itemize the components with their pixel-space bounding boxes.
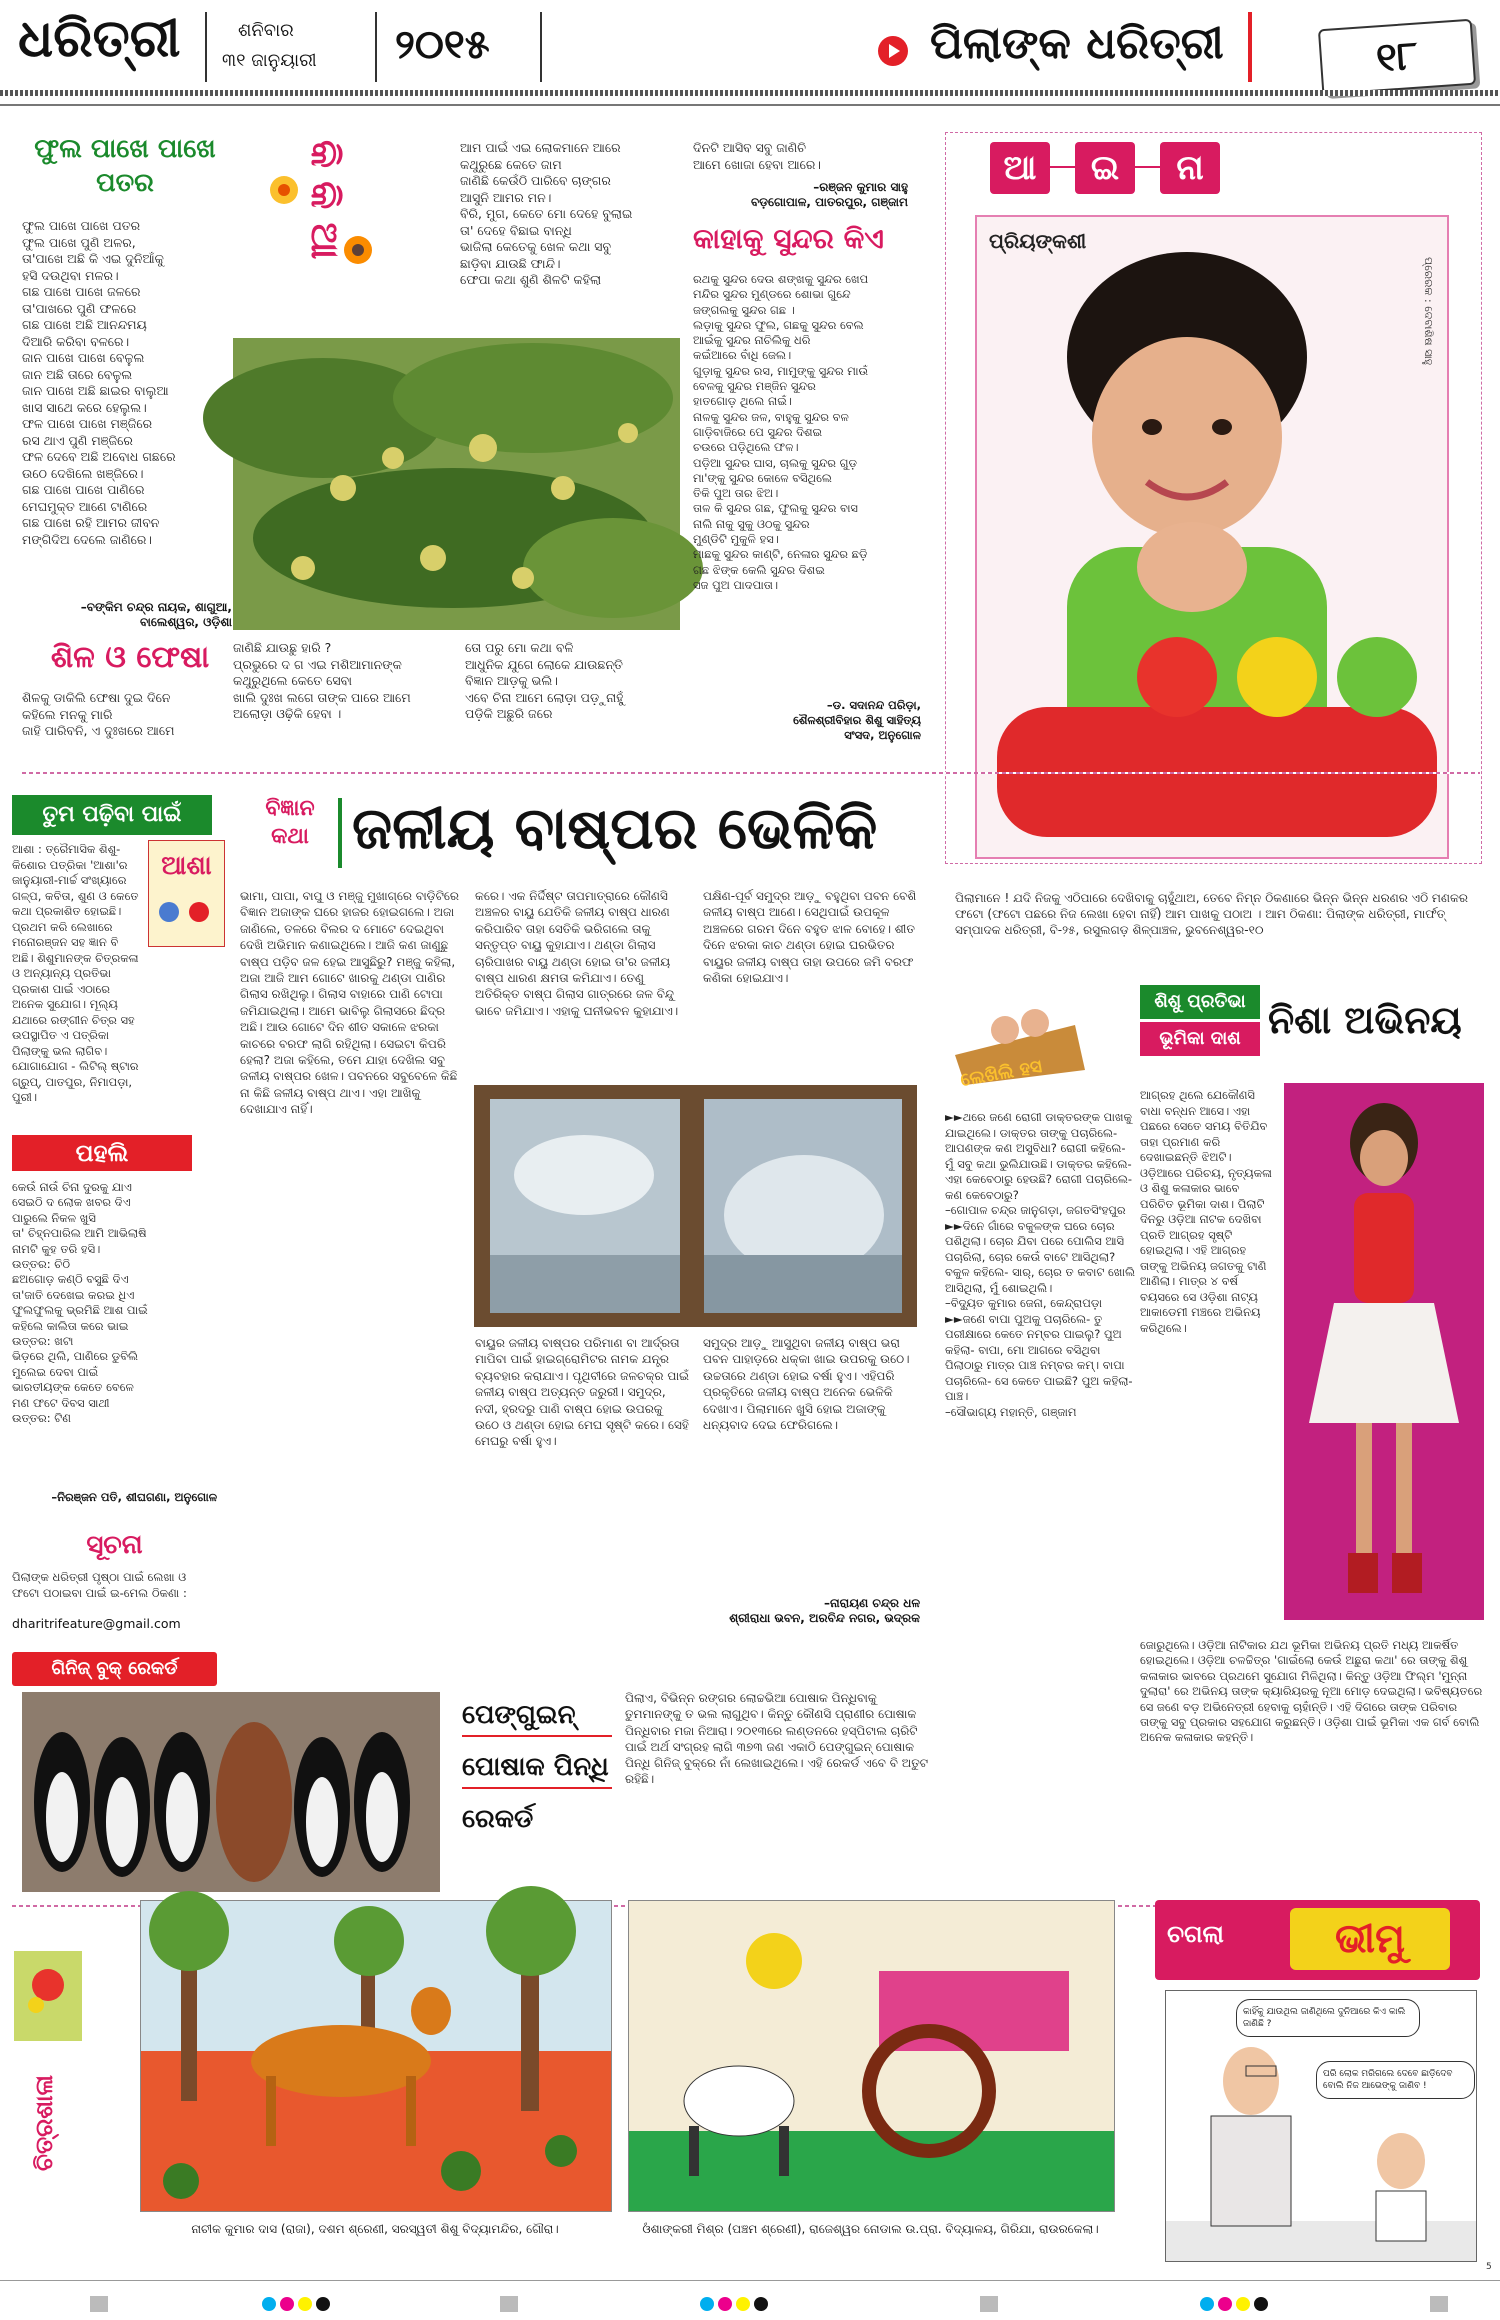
science-kicker: ବିଜ୍ଞାନ କଥା xyxy=(265,796,315,849)
poem2-col-c: ତୋ ପରୁ ମୋ କଥା ବଳି ଆଧୁନିକ ଯୁଗେ ଲୋକେ ଯାଉଛନ୍ତି ବିଜ୍ଞାନ ଆଡ଼କୁ ଭଲି। ଏବେ ଚିନା ଆମେ ଲୋଡ଼ା ପଡ଼ୁନାହୁଁ ପଡ଼ିକି ଅଛୁରି ଜରେ xyxy=(465,640,624,721)
palette-icon xyxy=(8,1945,88,2055)
jokes-logo-text: ଲେଖିଲି ହସ xyxy=(958,1056,1044,1091)
actress-photo xyxy=(1284,1083,1484,1620)
play-icon xyxy=(878,36,908,66)
guinness-header: ଗିନିଜ୍ ବୁକ୍ ରେକର୍ଡ xyxy=(12,1652,217,1686)
guinness-body: ପିଲାଏ, ବିଭିନ୍ନ ରଙ୍ଗର ଲୋଚ୍ଚଭିଆ ପୋଷାକ ପିନ୍ଧିବାକୁ ତୁମମାନଙ୍କୁ ତ ଭଲ ଲାଗୁଥିବ। କିନ୍ତୁ କୌଣସି ପ୍ରାଣୀର ପୋଷାକ ପିନ୍ଧିବାର ମଜା ନିଆରା। ୨୦୧୩ରେ ଲଣ୍ଡନରେ ହସ୍ପିଟାଲ ଚାରିଟି ପାଇଁ ଅର୍ଥ ସଂଗ୍ରହ ଲାଗି ୩୭୩ ଜଣ ଏକାଠି ପେଙ୍ଗୁଇନ୍ ପୋଷାକ ପିନ୍ଧି ଗିନିଜ୍ ବୁକ୍ରେ ନାଁ ଲେଖାଇଥିଲେ। ଏହି ରେକର୍ଡ ଏବେ ବି ଅତୁଟ ରହିଛି। xyxy=(625,1691,929,1787)
penguin-costume-photo xyxy=(22,1692,440,1892)
masthead-day: ଶନିବାର xyxy=(238,20,294,41)
guinness-title-2: ପୋଷାକ ପିନ୍ଧି xyxy=(462,1752,612,1789)
footer-page-mark: 5 xyxy=(1486,2262,1492,2272)
riddles-header: ପହଲି xyxy=(12,1135,192,1171)
poem2-col-b: ଜାଣିଛି ଯାଉଛୁ ହାରି ? ପ୍ରଭୁରେ ଦ ଗ ଏଇ ମଶିଆମାନଙ୍କ କଥୁରୁଥିଲେ କେତେ ସେବା ଖାଲି ଦୁଃଖ ଲଗେ ତାଙ୍କ ପାରେ ଆମେ ଅଲୋଡ଼ା ଓଢ଼ିକି ହେବା । xyxy=(233,640,411,721)
comic-header xyxy=(1155,1900,1480,1980)
art-logo-text: ଚିତ୍ରଶାଳା xyxy=(30,2075,58,2172)
beauty-poem-body: ରଥକୁ ସୁନ୍ଦର ଦେଉ ଶଙ୍ଖକୁ ସୁନ୍ଦର ଖେପ ମନ୍ଦିର ସୁନ୍ଦର ମୁଣ୍ଡରେ ଶୋଭା ଗୁନ୍ଦେ ଜଙ୍ଗଲକୁ ସୁନ୍ଦର ଗଛ । ଲଡ଼ାକୁ ସୁନ୍ଦର ଫୁଲ, ଗଛକୁ ସୁନ୍ଦର ବେଲ ଆଇଁକୁ ସୁନ୍ଦର ନାଚିଲିକୁ ଧରି କଇଁଆରେ ବାଁଧି ଜେଲ। ଗୁଡ଼ାକୁ ସୁନ୍ଦର ରସ, ମାମୁଙ୍କୁ ସୁନ୍ଦର ମାଉଁ ବେଳକୁ ସୁନ୍ଦର ମଞ୍ଜିନ ସୁନ୍ଦର ହାତଗୋଡ଼ ଥିଲେ ନାଇଁ। ନାଳକୁ ସୁନ୍ଦର ଜଳ, ବାହୁକୁ ସୁନ୍ଦର ବଳ ଗାଡ଼ିବାଜିରେ ପେ ସୁନ୍ଦର ଦିଶଇ ଚଉରେ ପଡ଼ିଥିଲେ ଫଳ। ପଡ଼ିଆ ସୁନ୍ଦର ଘାସ, ଚାଲକୁ ସୁନ୍ଦର ଗୁଡ଼ ମା'ଙ୍କୁ ସୁନ୍ଦର କୋଳେ ବସିଥିଲେ ତିକି ପୁଅ ତାର ଝିଅ। ତାଳ କି ସୁନ୍ଦର ଗଛ, ଫୁଲକୁ ସୁନ୍ଦର ବାସ ନାଲି ନାକୁ ସୁକୁ ଓଠକୁ ସୁନ୍ଦର ମୁଣ୍ଡିଟି ମୁକୁଳି ହସ। ମାଛକୁ ସୁନ୍ଦର କାଣ୍ଟି, ନେଳାର ସୁନ୍ଦର ଛଡ଼ି ଗଛ ଝିଙ୍କ କେଲି ସୁନ୍ଦର ଦିଶଇ ସଜ ପୁଅ ପାଦପାତା। xyxy=(693,272,869,592)
photo-contest-caption: ପିଲାମାନେ ! ଯଦି ନିଜକୁ ଏଠିପାରେ ଦେଖିବାକୁ ଚାହୁଁଥାଅ, ତେବେ ନିମ୍ନ ଠିକଣାରେ ଭିନ୍ନ ଭିନ୍ନ ଧରଣର ଏଠି ମଣକର ଫଟୋ (ଫଟୋ ପଛରେ ନିଜ ଲେଖା ହେବା ନାହିଁ) ଆମ ପାଖକୁ ପଠାଅ । ଆମ ଠିକଣା: ପିଲାଙ୍କ ଧରିତ୍ରୀ, ମାର୍ଫତ୍ ସମ୍ପାଦକ ଧରିତ୍ରୀ, ବି-୨୫, ରସୁଲଗଡ଼ ଶିଳ୍ପାଞ୍ଚଳ, ଭୁବନେଶ୍ୱର-୧୦ xyxy=(955,891,1468,937)
science-col2: କରେ। ଏକ ନିର୍ଦ୍ଦିଷ୍ଟ ତାପମାତ୍ରାରେ କୌଣସି ଅଞ୍ଚଳର ବାୟୁ ଯେତିକି ଜଳୀୟ ବାଷ୍ପ ଧାରଣ କରିପାରିବ ତାହା ସେତିକି ଭରିଗଲେ ତାକୁ ସନ୍ତୃପ୍ତ ବାୟୁ କୁହାଯାଏ। ଥଣ୍ଡା ଗିଲାସ ଚାରିପାଖର ବାୟୁ ଥଣ୍ଡା ହୋଇ ତା'ର ଜଳୀୟ ବାଷ୍ପ ଧାରଣ କ୍ଷମତା କମିଯାଏ। ତେଣୁ ଅତିରିକ୍ତ ବାଷ୍ପ ଗିଲାସ ଗାତ୍ରରେ ଜଳ ବିନ୍ଦୁ ଭାବେ ଜମିଯାଏ। ଏହାକୁ ଘନୀଭବନ କୁହାଯାଏ। xyxy=(475,889,679,1018)
notice-body: ପିଲାଙ୍କ ଧରିତ୍ରୀ ପୃଷ୍ଠା ପାଇଁ ଲେଖା ଓ ଫଟୋ ପଠାଇବା ପାଇଁ ଇ-ମେଲ ଠିକଣା : xyxy=(12,1570,187,1600)
art-caption-2: ଓଁଶାଙ୍କରୀ ମିଶ୍ର (ପଞ୍ଚମ ଶ୍ରେଣୀ), ରାଜେଶ୍ୱର ନୋଡାଲ ଉ.ପ୍ରା. ବିଦ୍ୟାଳୟ, ଗିରିଯା, ରାଉରକେଲା। xyxy=(642,2222,1099,2236)
art-caption-1: ନାଚୀକ କୁମାର ଦାସ (ରାଜା), ଦଶମ ଶ୍ରେଣୀ, ସରସ୍ୱତୀ ଶିଶୁ ବିଦ୍ୟାମନ୍ଦିର, ଗୌରା। xyxy=(191,2222,559,2236)
science-col3: ପକ୍ଷିଣ-ପୂର୍ବ ସମୁଦ୍ର ଆଡ଼ୁ ବହୁଥିବା ପବନ ବେଶି ଜଳୀୟ ବାଷ୍ପ ଆଣେ। ସେଥିପାଇଁ ଉପକୂଳ ଅଞ୍ଚଳରେ ଗରମ ଦିନେ ବହୁତ ଝାଳ ବୋହେ। ଶୀତ ଦିନେ ଝରକା କାଚ ଥଣ୍ଡା ହୋଇ ଘରଭିତର ବାୟୁର ଜଳୀୟ ବାଷ୍ପ ତାହା ଉପରେ ଜମି ବରଫ କଣିକା ହୋଇଯାଏ। xyxy=(703,889,917,986)
talent-col1: ଆଗ୍ରହ ଥିଲେ ଯେକୌଣସି ବାଧା ବନ୍ଧନ ଆସେ। ଏହା ପଛରେ ସେତେ ସମୟ ବିତିଯିବ ତାହା ପ୍ରମାଣ କରି ଦେଖାଇଛନ୍ତି ଝିଅଟି। ଓଡ଼ିଆରେ ପରିଚୟ, ନୃତ୍ୟକଳା ଓ ଶିଶୁ କଳାକାର ଭାବେ ପରିଚିତ ଭୂମିକା ଦାଶ। ପିଲାଟି ଦିନରୁ ଓଡ଼ିଆ ନାଟକ ଦେଖିବା ପ୍ରତି ଆଗ୍ରହ ସୃଷ୍ଟି ହୋଇଥିଲା। ଏହି ଆଗ୍ରହ ତାଙ୍କୁ ଅଭିନୟ ଜଗତକୁ ଟାଣି ଆଣିଲା। ମାତ୍ର ୪ ବର୍ଷ ବୟସରେ ସେ ଓଡ଼ିଶା ନାଟ୍ୟ ଆକାଡେମୀ ମଞ୍ଚରେ ଅଭିନୟ କରିଥିଲେ। xyxy=(1140,1088,1272,1335)
comic-logo-a: ଚଗଲା xyxy=(1167,1920,1224,1948)
comic-logo-b: ଭୀମୁ xyxy=(1290,1908,1450,1970)
notice-header: ସୂଚନା xyxy=(86,1530,143,1560)
poem1-byline: –ବଙ୍କିମ ଚନ୍ଦ୍ର ନାୟକ, ଶାଗୁଆ, ବାଲେଶ୍ୱର, ଓଡ଼ିଶା xyxy=(80,600,232,629)
aina-tab-1: ଆ xyxy=(990,142,1050,194)
talent-full: ଜୋରୁଥିଲେ। ଓଡ଼ିଆ ନାଟିକାର ଯଥ ଭୂମିକା ଅଭିନୟ ପ୍ରତି ମଧ୍ୟ ଆକର୍ଷିତ ହୋଇଥିଲେ। ଓଡ଼ିଆ ଚଳଚ୍ଚିତ୍ର 'ଗାଇଁଲୋ କେଉଁ ଅଛୁରା କଥା' ରେ ତାଙ୍କୁ ଶିଶୁ କଳାକାର ଭାବରେ ପ୍ରଥମେ ସୁଯୋଗ ମିଳିଥିଲା। କିନ୍ତୁ ଓଡ଼ିଆ ଫିଲ୍ମ 'ମୁନ୍ନା ଦୁଲାରା' ରେ ଅଭିନୟ ତାଙ୍କ କ୍ୟାରିୟରକୁ ନୂଆ ମୋଡ଼ ଦେଇଥିଲା। ଭବିଷ୍ୟତରେ ସେ ଜଣେ ବଡ଼ ଅଭିନେତ୍ରୀ ହେବାକୁ ଚାହାଁନ୍ତି। ଏହି ଦିଗରେ ତାଙ୍କ ପରିବାର ତାଙ୍କୁ ସବୁ ପ୍ରକାର ସହଯୋଗ କରୁଛନ୍ତି। ଓଡ଼ିଶା ପାଇଁ ଭୂମିକା ଏକ ଗର୍ବ ବୋଲି ଅନେକ କଳାକାର କହନ୍ତି। xyxy=(1140,1638,1483,1745)
books-header: ତୁମ ପଢ଼ିବା ପାଇଁ xyxy=(12,795,212,835)
bullock-cart-painting xyxy=(628,1900,1115,2212)
child-name: ପ୍ରିୟଙ୍କଶୀ xyxy=(989,229,1087,253)
masthead-logo: ଧରିତ୍ରୀ xyxy=(18,8,181,69)
beauty-poem-byline: –ଡ. ସଦାନନ୍ଦ ପରିଡ଼ା, ଶୈଳଶ୍ରୀବିହାର ଶିଶୁ ସାହିତ୍ୟ ସଂସଦ, ଅନୁଗୋଳ xyxy=(793,698,921,742)
kika-logo-text: କି କି ଆ xyxy=(303,140,347,260)
masthead xyxy=(0,0,1500,100)
science-col5: ସମୁଦ୍ର ଆଡ଼ୁ ଆସୁଥିବା ଜଳୀୟ ବାଷ୍ପ ଭରା ପବନ ପାହାଡ଼ରେ ଧକ୍କା ଖାଇ ଉପରକୁ ଉଠେ। ଉଚ୍ଚତାରେ ଥଣ୍ଡା ହୋଇ ବର୍ଷା ହୁଏ। ଏହିପରି ପ୍ରକୃତିରେ ଜଳୀୟ ବାଷ୍ପ ଅନେକ ଭେଳିକି ଦେଖାଏ। ପିଲାମାନେ ଖୁସି ହୋଇ ଅଜାଙ୍କୁ ଧନ୍ୟବାଦ ଦେଇ ଫେରିଗଲେ। xyxy=(703,1336,910,1433)
beauty-poem-title: କାହାକୁ ସୁନ୍ଦର କିଏ xyxy=(693,222,884,255)
notice-email: dharitrifeature@gmail.com xyxy=(12,1616,181,1631)
page-number-badge xyxy=(1318,19,1476,96)
child-photo xyxy=(975,215,1449,859)
deer-painting xyxy=(140,1900,612,2212)
section-title: ପିଲାଙ୍କ ଧରିତ୍ରୀ xyxy=(930,18,1224,69)
riddles-byline: –ନିରଞ୍ଜନ ପତି, ଶୀଘଗଣା, ଅନୁଗୋଳ xyxy=(51,1490,217,1504)
books-body: ଆଶା : ତ୍ରୈମାସିକ ଶିଶୁ-କିଶୋର ପତ୍ରିକା 'ଆଶା'ର ଜାନୁୟାରୀ-ମାର୍ଚ୍ଚ ସଂଖ୍ୟାରେ ଗଳ୍ପ, କବିତା, ଶୁଣ ଓ କେତେ କଥା ପ୍ରକାଶିତ ହୋଇଛି। ପ୍ରଥମ କରି ଲେଖାରେ ମନୋରଞ୍ଜନ ସହ ଜ୍ଞାନ ବି ଅଛି। ଶିଶୁମାନଙ୍କ ଚିତ୍ରକଳା ଓ ଅନ୍ୟାନ୍ୟ ପ୍ରତିଭା ପ୍ରକାଶ ପାଇଁ ଏଠାରେ ଅନେକ ସୁଯୋଗ। ମୂଲ୍ୟ ଯଥାରେ ରଙ୍ଗୀନ ଚିତ୍ର ସହ ଉପସ୍ଥାପିତ ଏ ପତ୍ରିକା ପିଲାଙ୍କୁ ଭଲ ଲାଗିବ। ଯୋଗାଯୋଗ - ଲିଟିଲ୍ ଷ୍ଟାର ଗ୍ରୁପ୍, ପାତପୁର, ନିମାପଡ଼ା, ପୁରୀ। xyxy=(12,842,139,1104)
kika-logo xyxy=(262,130,382,330)
aina-tab-2: ଇ xyxy=(1075,142,1135,194)
asha-cover-title: ଆଶା xyxy=(161,851,212,881)
riddles-body: କେଉଁ ନାଉଁ ଚିନା ଦୁରକୁ ଯାଏ ସେଇଠି ଦ ଲୋକ ଖବର ଦିଏ ପାରୁଲେ ନିକଳ ଖୁସି ତା' ଚିହ୍ନପାରିଲ ଆମି ଆଭିଲାଷି ନାମଟି କୁହ ତରି ହସି। ଉତ୍ତର: ଚିଠି ଛଅଗୋଡ଼ କଣ୍ଠି ବସୁଛି ଦିଏ ତା'ଜାତି ଦେଖେଇ କରଇ ଧିଏ ଫୁଲଫୁଲକୁ ଭ୍ରମିଛି ଆଶ ପାଇଁ କହିଲେ କାଲିତା କରେ ଭାଇ ଉତ୍ତର: ଖଟା ଭିଡ଼ରେ ଥିଲି, ପାଣିରେ ଡୁବିଲି ମୁଲେଇ ଦେବା ପାଇଁ ଭାରତୀୟଙ୍କ କେତେ ବେଳେ ମଣ ଫଟେ ଦିବସ ସାଥୀ ଉତ୍ତର: ଟିଣ xyxy=(12,1180,148,1426)
art-logo xyxy=(8,1945,88,2215)
jokes-logo xyxy=(945,985,1095,1095)
masthead-year: ୨୦୧୫ xyxy=(395,22,490,68)
talent-headline: ନିଶା ଅଭିନୟ xyxy=(1268,998,1462,1042)
jokes-body: ►►ଥରେ ଜଣେ ରୋଗୀ ଡାକ୍ତରଙ୍କ ପାଖକୁ ଯାଇଥିଲେ। ଡାକ୍ତର ତାଙ୍କୁ ପଚାରିଲେ- ଆପଣଙ୍କ କଣ ଅସୁବିଧା? ରୋଗୀ କହିଲେ- ମୁଁ ସବୁ କଥା ଭୁଲିଯାଉଛି। ଡାକ୍ତର କହିଲେ- ଏହା କେବେଠାରୁ ହେଉଛି? ରୋଗୀ ପଚାରିଲେ- କଣ କେବେଠାରୁ? –ଗୋପାଳ ଚନ୍ଦ୍ର ଜାନୁଗଡ଼ା, ଜଗତସିଂହପୁର ►►ଦିନେ ଗାଁରେ ବକୁଳଙ୍କ ଘରେ ଚୋର ପଶିଥିଲା। ଚୋର ଯିବା ପରେ ପୋଲିସ ଆସି ପଚାରିଲା, ଚୋର କେଉଁ ବାଟେ ଆସିଥିଲା? ବକୁଳ କହିଲେ- ସାର୍, ଚୋର ତ କବାଟ ଖୋଲି ଆସିଥିଲା, ମୁଁ ଶୋଇଥିଲି। –ବିଦ୍ୟୁତ କୁମାର ଜେନା, କେନ୍ଦ୍ରାପଡ଼ା ►►ଜଣେ ବାପା ପୁଅକୁ ପଚାରିଲେ- ତୁ ପରୀକ୍ଷାରେ କେତେ ନମ୍ବର ପାଇଲୁ? ପୁଅ କହିଲା- ବାପା, ମୋ ଆଗରେ ବସିଥିବା ପିଲାଠାରୁ ମାତ୍ର ପାଞ୍ଚ ନମ୍ବର କମ୍। ବାପା ପଚାରିଲେ- ସେ କେତେ ପାଇଛି? ପୁଅ କହିଲା- ପାଞ୍ଚ। –ସୌଭାଗ୍ୟ ମହାନ୍ତି, ଗଞ୍ଜାମ xyxy=(945,1110,1135,1419)
science-col4: ବାୟୁର ଜଳୀୟ ବାଷ୍ପର ପରିମାଣ ବା ଆର୍ଦ୍ରତା ମାପିବା ପାଇଁ ହାଇଗ୍ରୋମିଟର ନାମକ ଯନ୍ତ୍ର ବ୍ୟବହାର କରାଯାଏ। ପୃଥିବୀରେ ଜଳଚକ୍ର ପାଇଁ ଜଳୀୟ ବାଷ୍ପ ଅତ୍ୟନ୍ତ ଜରୁରୀ। ସମୁଦ୍ର, ନଦୀ, ହ୍ରଦରୁ ପାଣି ବାଷ୍ପ ହୋଇ ଉପରକୁ ଉଠେ ଓ ଥଣ୍ଡା ହୋଇ ମେଘ ସୃଷ୍ଟି କରେ। ସେହି ମେଘରୁ ବର୍ଷା ହୁଏ। xyxy=(475,1336,690,1449)
riddle-col2: ଦିନଟି ଆସିବ ସବୁ ଜାଣିଚି ଆମେ ଖୋଜା ହେବା ଆରେ। xyxy=(693,140,821,172)
poem2-body: ଶିଳକୁ ଡାକିଲି ଫେଷା ଦୁଇ ଦିନେ କହିଲେ ମନକୁ ମାରି ଜାହି ପାରିବନି, ଏ ଦୁଃଖରେ ଆମେ xyxy=(22,690,175,738)
science-col1: ଭାମା, ପାପା, ବାପୁ ଓ ମଞ୍ଜୁ ମୁଖାଗ୍ରେ ବାଡ଼ିଟିରେ ବିଜ୍ଞାନ ଅଜାଙ୍କ ଘରେ ହାଜର ହୋଇଗଲେ। ଅଜା ଜାଣିଲେ, ତଳରେ ବିଲର ଦ ମୋଟେ ଦେଇଥିବା ଦେଖି ଅଭିମାନ କଣାଇଥିଲେ। ଆଜି କଣ ଜାଣୁଛୁ ବାଷ୍ପ ପଡ଼ିବ ଜଳ ହେଇ ଆସୁଛିରୁ? ମଞ୍ଜୁ କହିଲା, ଅଜା ଆଜି ଆମ ଗୋଟେ ଖାରକୁ ଥଣ୍ଡା ପାଣିର ଗିଲାସ ରଖିଥିଲୁ। ଗିଲାସ ବାହାରେ ପାଣି ଟୋପା ଜମିଯାଇଥିଲା। ଆମେ ଭାବିଲୁ ଗିଲାସରେ ଛିଦ୍ର ଅଛି। ଆଉ ଗୋଟେ ଦିନ ଶୀତ ସକାଳେ ଝରକା କାଚରେ ବରଫ ଲାଗି ରହିଥିଲା। ସେଇଟା କିପରି ହେଲା? ଅଜା କହିଲେ, ତମେ ଯାହା ଦେଖିଲ ସବୁ ଜଳୀୟ ବାଷ୍ପର ଖେଳ। ପବନରେ ସବୁବେଳେ କିଛି ନା କିଛି ଜଳୀୟ ବାଷ୍ପ ଥାଏ। ଏହା ଆଖିକୁ ଦେଖାଯାଏ ନାହିଁ। xyxy=(240,889,460,1117)
poem2-title: ଶିଳ ଓ ଫେଷା xyxy=(50,640,210,675)
talent-tab-1: ଶିଶୁ ପ୍ରତିଭା xyxy=(1140,985,1260,1019)
comic-panel xyxy=(1165,1990,1477,2262)
child-photo-credit: ପ୍ରେରକ : ଦେବାଶିଷ ସାହୁ xyxy=(1422,257,1435,366)
science-byline: –ନାରାୟଣ ଚନ୍ଦ୍ର ଧଳ ଶ୍ରୀରାଧା ଭବନ, ଅରବିନ୍ଦ ନଗର, ଭଦ୍ରକ xyxy=(729,1596,920,1625)
page-number: ୧୮ xyxy=(1374,32,1420,82)
comic-bubble-2: ପରି ଲୋକ ମରିଗଲେ ଦେବେ ଛାଡ଼ିଦେବ ବୋଲି ନିଜ ଆଭେଙ୍କୁ ଜାଣିବ ! xyxy=(1316,2061,1475,2099)
frosted-window-photo xyxy=(474,1085,917,1327)
guinness-title-1: ପେଙ୍ଗୁଇନ୍ xyxy=(462,1700,612,1737)
poem1-title: ଫୁଲ ପାଖେ ପାଖେ ପତର xyxy=(34,134,216,198)
comic-bubble-1: କାହିଁକୁ ଯାଉଥିଲ ଜାଣିଥିଲେ ଦୁନିଆରେ କିଏ କାଲି ଜାଣିଛି ? xyxy=(1236,1999,1420,2037)
science-headline: ଜଳୀୟ ବାଷ୍ପର ଭେଳିକି xyxy=(352,794,878,862)
kadamba-tree-photo xyxy=(233,338,680,630)
riddle-col1: ଆମ ପାଇଁ ଏଇ ଲୋକମାନେ ଆରେ କଥୁରୁଛେ କେତେ ଜାମ ଜାଣିଛି କେଉଁଠି ପାରିବେ ଚାଙ୍ଗର ଆସୁନି ଆମର ମନ। ବିରି, ମୁଗ, କେତେ ମୋ ଦେହେ ବୁଲାଇ ତା' ଦେହେ ବିଛାଇ ବାନ୍ଧି ଭାଜିଲା କେତେକୁ ଖେଳ କଥା ସବୁ ଛାଡ଼ିବା ଯାଉଛି ଫାନ୍ଦି। ଫେପା କଥା ଶୁଣି ଶିଳଟି କହିଲା xyxy=(460,140,633,287)
riddle-byline: –ରଞ୍ଜନ କୁମାର ସାହୁ ବଡ଼ଗୋପାଳ, ପାତରପୁର, ଗଞ୍ଜାମ xyxy=(750,180,908,209)
guinness-title-3: ରେକର୍ଡ xyxy=(462,1804,534,1834)
masthead-date: ୩୧ ଜାନୁୟାରୀ xyxy=(222,50,317,71)
asha-magazine-cover xyxy=(148,840,225,947)
poem1-body: ଫୁଲ ପାଖେ ପାଖେ ପତର ଫୁଲ ପାଖେ ପୁଣି ଅଳର, ତା'ପାଖେ ଅଛି କି ଏଇ ଦୁନିଆଁକୁ ହସି ଦଉଥିବା ମଳର। ଗଛ ପାଖେ ପାଖେ ଜଳରେ ତା'ପାଖରେ ପୁଣି ଫଳରେ ଗଛ ପାଖେ ଅଛି ଆନନ୍ଦମୟ ଦିଆରି କରିବା ବଳରେ। ଜାନ ପାଖେ ପାଖେ ବେଳୁଲ ଜାନ ଅଛି ତାରେ ବେଳୁଲ ଜାନ ପାଖେ ଅଛି ଛାଇର ବାଲୁଆ ଖାସ ସାଥେ କରେ ହେଲୁଲ। ଫଳ ପାଖେ ପାଖେ ମଞ୍ଜିରେ ରସ ଥାଏ ପୁଣି ମଞ୍ଜିରେ ଫଳ ଦେବେ ଅଛି ଅବୋଧ ଗଛରେ ଉଠେ ଦେଖିଲେ ଖଞ୍ଜିରେ। ଗଛ ପାଖେ ପାଖେ ପାଣିରେ ମେଘମୁକ୍ତ ଆଣେ ଟାଣିରେ ଗଛ ପାଖେ ରହି ଆମର ଜୀବନ ମଙ୍ଗିଦିଅ ଦେଲେ ଜାଣିରେ। xyxy=(22,218,176,547)
talent-tab-2: ଭୂମିକା ଦାଶ xyxy=(1140,1022,1260,1056)
aina-tab-3: ନା xyxy=(1160,142,1220,194)
